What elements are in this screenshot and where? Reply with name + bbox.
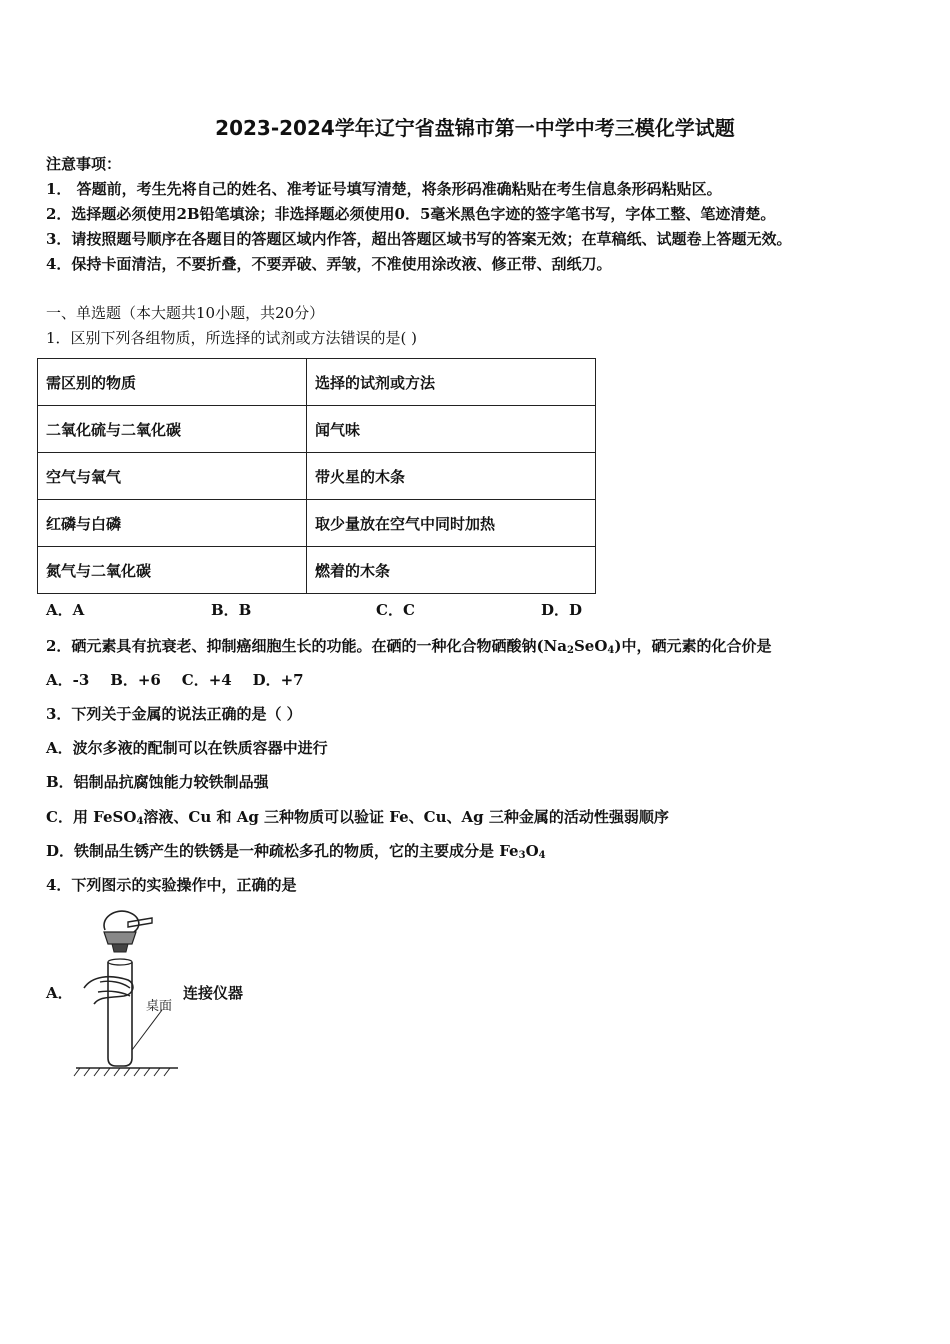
q3-option-a: A．波尔多液的配制可以在铁质容器中进行 <box>46 739 328 757</box>
table-row <box>38 406 596 453</box>
q2-options: A．-3 B．+6 C．+4 D．+7 <box>46 671 304 689</box>
q3-option-d: D．铁制品生锈产生的铁锈是一种疏松多孔的物质，它的主要成分是 $Fe_3O_4$ <box>46 842 546 861</box>
table-header-cell: 需区别的物质 <box>38 359 307 406</box>
q4-option-a-label: A． <box>46 984 73 1002</box>
table-row <box>38 453 596 500</box>
q1-option-d: D．D <box>541 601 583 619</box>
q3-option-b: B．铝制品抗腐蚀能力较铁制品强 <box>46 773 269 791</box>
note-item: 2．选择题必须使用2B铅笔填涂；非选择题必须使用0．5毫米黑色字迹的签字笔书写，字体工整、笔迹清楚。 <box>46 205 776 223</box>
table-cell: 二氧化硫与二氧化碳 <box>38 406 307 453</box>
table-cell: 红磷与白磷 <box>38 500 307 547</box>
table-cell: 闻气味 <box>307 406 596 453</box>
q3-stem: 3．下列关于金属的说法正确的是（ ） <box>46 705 302 723</box>
table-cell: 带火星的木条 <box>307 453 596 500</box>
q3-option-c: C．用 FeSO$_4$溶液、Cu 和 Ag 三种物质可以验证 Fe、Cu、Ag 三种金属的活动性强弱顺序 <box>46 808 669 827</box>
q2-stem: 2．硒元素具有抗衰老、抑制癌细胞生长的功能。在硒的一种化合物硒酸钠$(Na_2SeO_4)$中，硒元素的化合价是 <box>46 637 772 656</box>
q1-table <box>37 358 596 594</box>
section-heading: 一、单选题（本大题共10小题，共20分） <box>46 304 325 322</box>
connect-apparatus-figure <box>70 900 190 1080</box>
table-row <box>38 547 596 594</box>
table-cell: 燃着的木条 <box>307 547 596 594</box>
q1-option-c: C．C <box>376 601 415 619</box>
page-title: 2023-2024学年辽宁省盘锦市第一中学中考三模化学试题 <box>215 116 735 140</box>
table-row <box>38 500 596 547</box>
q4-option-a-caption: 连接仪器 <box>183 984 244 1002</box>
table-header-cell: 选择的试剂或方法 <box>307 359 596 406</box>
q4-stem: 4．下列图示的实验操作中，正确的是 <box>46 876 297 894</box>
note-item: 1． 答题前，考生先将自己的姓名、准考证号填写清楚，将条形码准确粘贴在考生信息条形码粘贴区。 <box>46 180 722 198</box>
note-item: 3．请按照题号顺序在各题目的答题区域内作答，超出答题区域书写的答案无效；在草稿纸、试题卷上答题无效。 <box>46 230 792 248</box>
desk-label: 桌面 <box>146 999 173 1014</box>
q1-stem: 1．区别下列各组物质，所选择的试剂或方法错误的是( ) <box>46 329 418 347</box>
table-cell: 取少量放在空气中同时加热 <box>307 500 596 547</box>
q1-option-b: B．B <box>211 601 252 619</box>
q1-option-a: A．A <box>46 601 85 619</box>
note-item: 4．保持卡面清洁，不要折叠，不要弄破、弄皱，不准使用涂改液、修正带、刮纸刀。 <box>46 255 612 273</box>
table-header-row <box>38 359 596 406</box>
notes-heading: 注意事项： <box>46 155 122 173</box>
table-cell: 空气与氧气 <box>38 453 307 500</box>
table-cell: 氮气与二氧化碳 <box>38 547 307 594</box>
